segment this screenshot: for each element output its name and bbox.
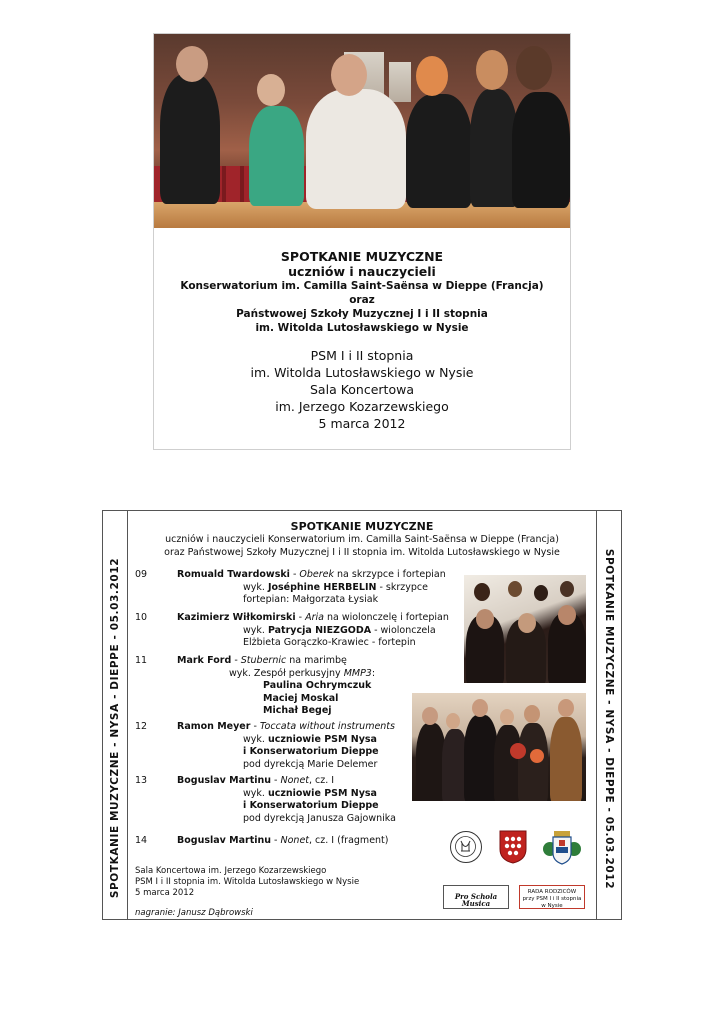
separator: - — [295, 612, 306, 623]
track-number: 09 — [135, 569, 148, 580]
county-crest-icon — [542, 827, 582, 867]
track-number: 14 — [135, 835, 148, 846]
poster-card — [153, 33, 571, 450]
ensemble-name: MMP3 — [343, 667, 372, 679]
composer: Mark Ford — [177, 655, 232, 666]
poster-subtitle: uczniów i nauczycieli — [288, 264, 436, 279]
venue-line: im. Jerzego Kozarzewskiego — [275, 399, 449, 414]
performer-suffix: : — [371, 667, 376, 679]
spine-left — [103, 511, 128, 919]
performer-prefix: wyk. — [243, 624, 268, 636]
composer: Ramon Meyer — [177, 721, 251, 732]
cd-insert — [102, 510, 622, 920]
performer: i Konserwatorium Dieppe — [243, 800, 379, 811]
composer: Kazimierz Wiłkomirski — [177, 612, 296, 623]
conductor: pod dyrekcją Marie Delemer — [243, 758, 378, 770]
performer: i Konserwatorium Dieppe — [243, 746, 379, 757]
composer: Boguslav Martinu — [177, 775, 272, 786]
performer-prefix: wyk. — [243, 581, 268, 593]
orchestra-photo — [464, 575, 586, 683]
city-coat-of-arms-icon — [498, 829, 528, 865]
workshop-photo — [154, 34, 570, 228]
spine-right-text: SPOTKANIE MUZYCZNE - NYSA - DIEPPE - 05.03.2012 — [603, 548, 615, 890]
insert-line: oraz Państwowej Szkoły Muzycznej I i II stopnia im. Witolda Lutosławskiego w Nysie — [164, 546, 560, 558]
performer-prefix: wyk. Zespół perkusyjny — [229, 667, 344, 679]
performer: Joséphine HERBELIN — [267, 581, 377, 593]
venue-line: PSM I i II stopnia — [310, 348, 414, 363]
composer: Romuald Twardowski — [177, 569, 290, 580]
insert-title: SPOTKANIE MUZYCZNE — [290, 520, 434, 533]
work-detail: , cz. I — [309, 775, 335, 786]
poster-line: oraz — [349, 294, 375, 306]
footer-line: Sala Koncertowa im. Jerzego Kozarzewskiego — [135, 866, 327, 876]
pro-schola-musica-badge — [443, 885, 509, 909]
badge-line: RADA RODZICÓW — [527, 889, 577, 895]
venue-line: Sala Koncertowa — [310, 382, 414, 397]
separator: - — [231, 655, 241, 666]
track-number: 13 — [135, 775, 148, 786]
work-title: Nonet — [280, 775, 310, 786]
track-number: 10 — [135, 612, 148, 623]
group-photo — [412, 693, 586, 801]
separator: - — [271, 775, 281, 786]
footer-line: 5 marca 2012 — [135, 888, 195, 898]
poster-line: Konserwatorium im. Camilla Saint-Saënsa w Dieppe (Francja) — [180, 280, 544, 292]
work-detail: na marimbę — [286, 655, 347, 666]
performer: uczniowie PSM Nysa — [267, 787, 377, 799]
spine-right — [596, 511, 621, 919]
conductor: pod dyrekcją Janusza Gajownika — [243, 812, 396, 824]
work-title: Oberek — [299, 569, 334, 580]
insert-footer — [135, 866, 359, 899]
performer: Maciej Moskal — [263, 692, 339, 704]
spine-left-text: SPOTKANIE MUZYCZNE - NYSA - DIEPPE - 05.03.2012 — [109, 557, 121, 899]
work-detail: na skrzypce i fortepian — [334, 569, 446, 580]
footer-line: PSM I i II stopnia im. Witolda Lutosławskiego w Nysie — [135, 877, 360, 887]
separator: - — [250, 721, 260, 732]
work-title: Aria — [305, 612, 324, 623]
track-number: 11 — [135, 655, 148, 666]
work-detail: na wiolonczelę i fortepian — [323, 612, 449, 623]
work-title: Nonet — [280, 835, 310, 846]
separator: - — [271, 835, 281, 846]
track-number: 12 — [135, 721, 148, 732]
insert-header — [127, 520, 597, 559]
work-title: Toccata without instruments — [259, 721, 395, 732]
poster-line: Państwowej Szkoły Muzycznej I i II stopnia — [236, 308, 488, 320]
work-title: Stubernic — [240, 655, 287, 666]
badge-text: Pro Schola Musica — [454, 892, 498, 908]
badge-line: przy PSM I i II stopnia — [522, 896, 582, 902]
venue-info — [154, 347, 570, 432]
performer-prefix: wyk. — [243, 787, 268, 799]
work-detail: , cz. I (fragment) — [309, 835, 389, 846]
performer-role: - skrzypce — [376, 581, 428, 593]
venue-date: 5 marca 2012 — [318, 416, 406, 431]
performer: Patrycja NIEZGODA — [267, 624, 372, 636]
poster-text — [154, 249, 570, 432]
performer-line: Elżbieta Gorączko-Krawiec - fortepin — [243, 637, 416, 648]
composer: Boguslav Martinu — [177, 835, 272, 846]
performer-line: fortepian: Małgorzata Łysiak — [243, 594, 379, 605]
recording-credit: nagranie: Janusz Dąbrowski — [135, 908, 253, 918]
venue-line: im. Witolda Lutosławskiego w Nysie — [250, 365, 474, 380]
performer: Michał Begej — [263, 705, 332, 716]
performer: uczniowie PSM Nysa — [267, 733, 377, 745]
performer: Paulina Ochrymczuk — [263, 680, 372, 691]
performer-prefix: wyk. — [243, 733, 268, 745]
performer-role: - wiolonczela — [371, 624, 436, 636]
insert-line: uczniów i nauczycieli Konserwatorium im. Camilla Saint-Saënsa w Dieppe (Francja) — [165, 534, 559, 545]
parents-council-badge — [519, 885, 585, 909]
separator: - — [289, 569, 300, 580]
poster-title: SPOTKANIE MUZYCZNE — [280, 249, 444, 264]
poster-line: im. Witolda Lutosławskiego w Nysie — [255, 322, 469, 334]
school-lyre-logo — [450, 831, 482, 863]
badge-line: w Nysie — [541, 903, 563, 909]
